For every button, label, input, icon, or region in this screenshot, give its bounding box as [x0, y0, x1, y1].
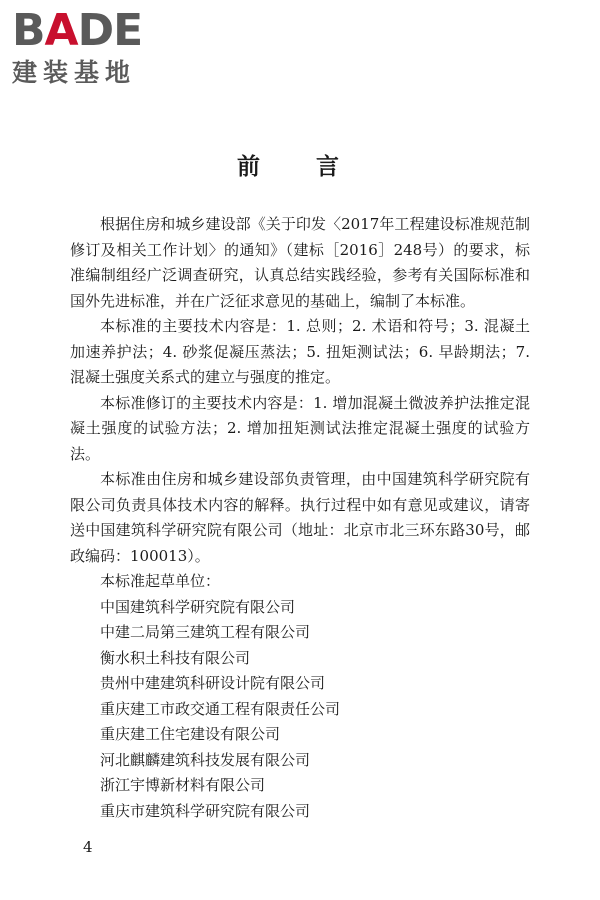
page-number: 4: [83, 838, 93, 856]
drafting-unit-item: 贵州中建建筑科研设计院有限公司: [100, 674, 326, 692]
drafting-unit-item: 重庆市建筑科学研究院有限公司: [100, 801, 311, 820]
logo-letter-a-accent: A: [44, 5, 78, 56]
drafting-unit-item: 重庆建工市政交通工程有限责任公司: [100, 699, 341, 718]
paragraph-drafting-units-heading: 本标准起草单位：: [100, 572, 221, 590]
drafting-unit-item: 衡水积土科技有限公司: [100, 648, 251, 667]
logo-letter-b: B: [12, 5, 45, 56]
bade-logo: [12, 6, 177, 88]
page-title: 前 言: [236, 154, 363, 180]
drafting-unit-item: 中建二局第三建筑工程有限公司: [100, 623, 311, 641]
paragraph-compilation-basis: 根据住房和城乡建设部《关于印发〈2017年工程建设标准规范制修订及相关工作计划〉的通知》（建标［2016］248号）的要求，标准编制组经广泛调查研究，认真总结实践经验，参考有关国际标准和国外先进标准，并在广泛征求意见的基础上，编制了本标准。: [70, 215, 530, 310]
paragraph-revision-contents: 本标准修订的主要技术内容是：1. 增加混凝土微波养护法推定混凝土强度的试验方法；2. 增加扭矩测试法推定混凝土强度的试验方法。: [70, 393, 530, 463]
drafting-unit-item: 河北麒麟建筑科技发展有限公司: [100, 750, 311, 769]
drafting-unit-item: 浙江宇博新材料有限公司: [100, 776, 266, 794]
paragraph-main-contents: 本标准的主要技术内容是：1. 总则；2. 术语和符号；3. 混凝土加速养护法；4. 砂浆促凝压蒸法；5. 扭矩测试法；6. 早龄期法；7. 混凝土强度关系式的建立与强度的推定。: [70, 317, 530, 386]
drafting-unit-item: 重庆建工住宅建设有限公司: [100, 725, 281, 743]
drafting-unit-item: 中国建筑科学研究院有限公司: [100, 597, 296, 616]
paragraph-management: 本标准由住房和城乡建设部负责管理，由中国建筑科学研究院有限公司负责具体技术内容的解释。执行过程中如有意见或建议，请寄送中国建筑科学研究院有限公司（地址：北京市北三环东路30号，邮政编码：100013）。: [70, 470, 530, 565]
logo-letters-de: DE: [77, 5, 143, 56]
preface-body: [70, 212, 530, 824]
logo-wordmark: [12, 6, 177, 56]
logo-subtitle: 建装基地: [12, 58, 137, 87]
